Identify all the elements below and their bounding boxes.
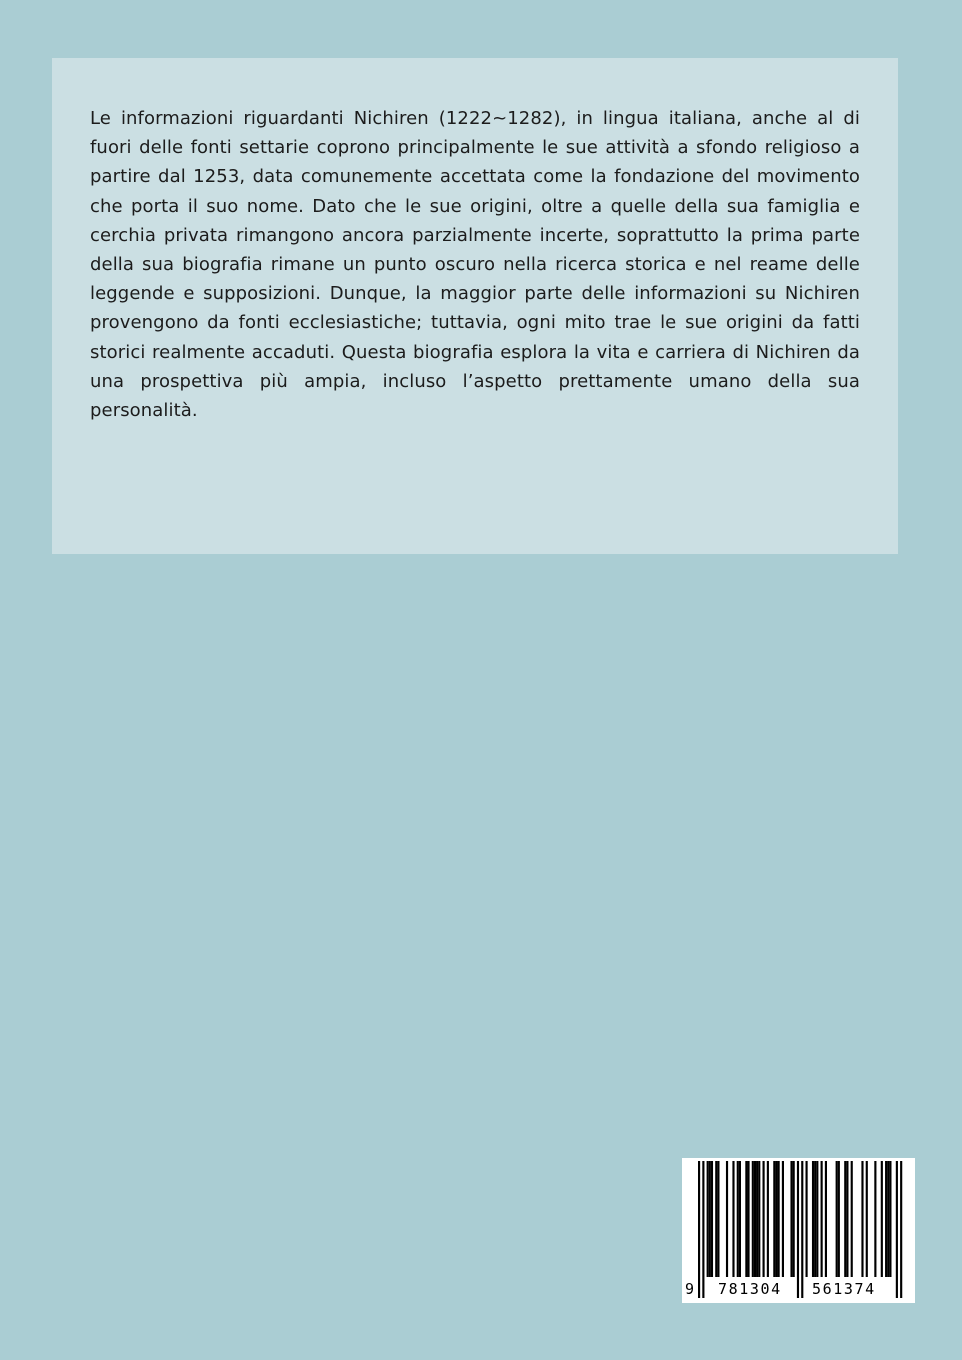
barcode-bar bbox=[896, 1161, 898, 1298]
barcode-bar bbox=[844, 1161, 846, 1277]
barcode-bar bbox=[778, 1161, 780, 1277]
barcode-bar bbox=[887, 1161, 889, 1277]
barcode-bar bbox=[747, 1161, 749, 1277]
barcode-bar bbox=[866, 1161, 868, 1277]
barcode-bar bbox=[812, 1161, 814, 1277]
barcode-bar bbox=[711, 1161, 713, 1277]
barcode-bar bbox=[739, 1161, 741, 1277]
barcode-bar bbox=[801, 1161, 803, 1298]
barcode-bar bbox=[814, 1161, 816, 1277]
barcode-bars bbox=[682, 1158, 915, 1303]
barcode-bar bbox=[745, 1161, 747, 1277]
barcode-bar bbox=[756, 1161, 758, 1277]
barcode-bar bbox=[885, 1161, 887, 1277]
barcode-bar bbox=[767, 1161, 769, 1277]
isbn-left-group: 781304 bbox=[718, 1280, 782, 1298]
barcode-bar bbox=[806, 1161, 808, 1277]
barcode-bar bbox=[900, 1161, 902, 1298]
barcode-bar bbox=[821, 1161, 823, 1277]
back-cover-blurb: Le informazioni riguardanti Nichiren (1222~1282), in lingua italiana, anche al di fuori delle fonti settarie coprono principalmente le sue attività a sfondo religioso a partire dal 1253, data comunemente accettata come la fondazione del movimento che porta il suo nome. Dato che le sue origini, oltre a quelle della sua famiglia e cerchia privata rimangono ancora parzialmente incerte, soprattutto la prima parte della sua biografia rimane un punto oscuro nella ricerca storica e nel reame delle leggende e supposizioni. Dunque, la maggior parte delle informazioni su Nichiren provengono da fonti ecclesiastiche; tuttavia, ogni mito trae le sue origini da fatti storici realmente accaduti. Questa biografia esplora la vita e carriera di Nichiren da una prospettiva più ampia, incluso l’aspetto prettamente umano della sua personalità. bbox=[90, 108, 860, 422]
barcode-bar bbox=[790, 1161, 792, 1277]
barcode-bar bbox=[874, 1161, 876, 1277]
barcode-bar bbox=[715, 1161, 717, 1277]
barcode-bar bbox=[763, 1161, 765, 1277]
barcode-bar bbox=[889, 1161, 891, 1277]
blurb-panel bbox=[52, 58, 898, 554]
isbn-first-digit: 9 bbox=[685, 1280, 696, 1298]
barcode-bar bbox=[838, 1161, 840, 1277]
barcode-bar bbox=[881, 1161, 883, 1277]
barcode-bar bbox=[782, 1161, 784, 1277]
barcode-bar bbox=[752, 1161, 754, 1277]
barcode-bar bbox=[709, 1161, 711, 1277]
barcode-bar bbox=[732, 1161, 734, 1277]
barcode-bar bbox=[816, 1161, 818, 1277]
barcode-bar bbox=[797, 1161, 799, 1298]
barcode-bar bbox=[861, 1161, 863, 1277]
barcode-bar bbox=[758, 1161, 760, 1277]
barcode-bar bbox=[775, 1161, 777, 1277]
barcode-bar bbox=[846, 1161, 848, 1277]
barcode-bar bbox=[726, 1161, 728, 1277]
isbn-barcode bbox=[682, 1158, 915, 1303]
barcode-bar bbox=[793, 1161, 795, 1277]
isbn-right-group: 561374 bbox=[812, 1280, 876, 1298]
barcode-bar bbox=[717, 1161, 719, 1277]
barcode-bar bbox=[825, 1161, 827, 1277]
barcode-bar bbox=[707, 1161, 709, 1277]
barcode-bar bbox=[737, 1161, 739, 1277]
barcode-bar bbox=[702, 1161, 704, 1298]
barcode-bar bbox=[836, 1161, 838, 1277]
barcode-bar bbox=[698, 1161, 700, 1298]
barcode-bar bbox=[851, 1161, 853, 1277]
barcode-bar bbox=[773, 1161, 775, 1277]
barcode-bar bbox=[754, 1161, 756, 1277]
